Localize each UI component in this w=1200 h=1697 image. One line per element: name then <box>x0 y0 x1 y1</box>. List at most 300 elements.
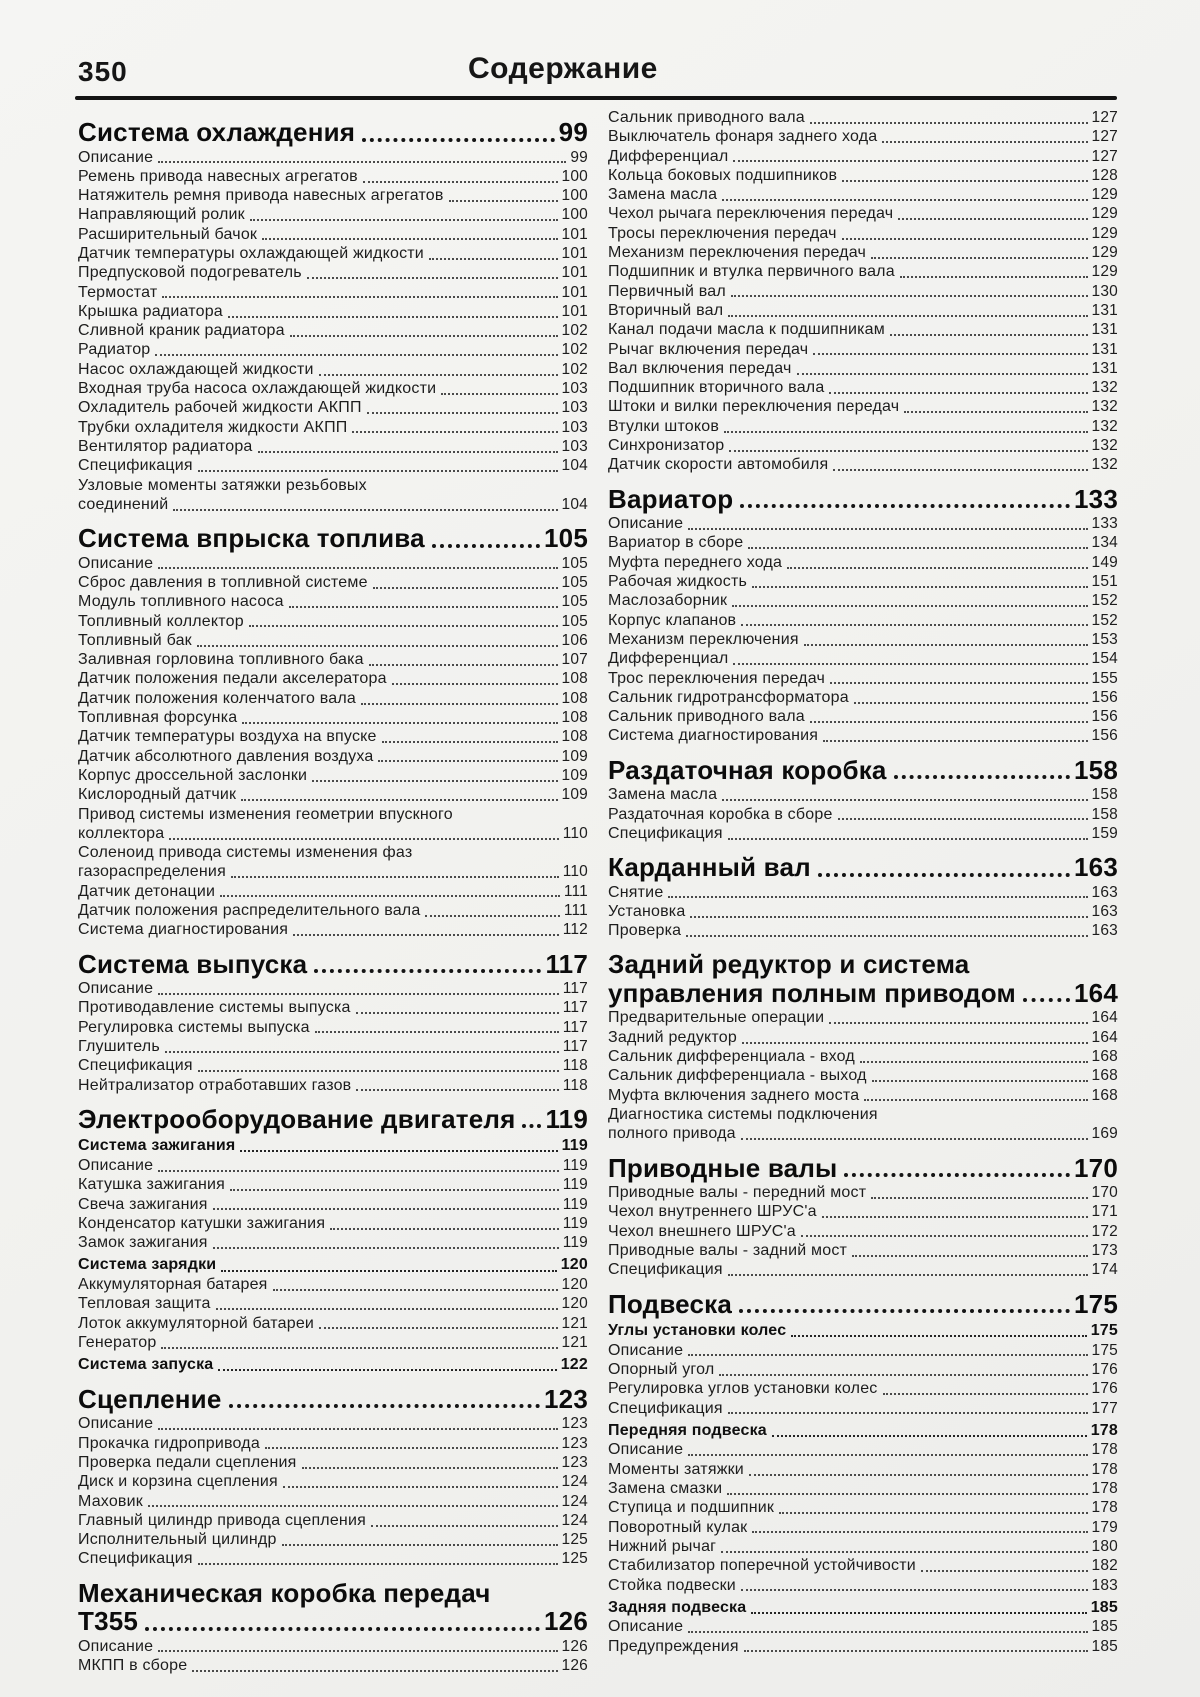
toc-entry-label: Чехол рычага переключения передач <box>608 205 894 223</box>
toc-leader-dots <box>688 1631 1087 1633</box>
toc-line <box>608 1105 1118 1124</box>
toc-leader-dots <box>197 645 558 647</box>
toc-section-header <box>608 485 1118 514</box>
toc-leader-dots <box>173 509 557 511</box>
toc-line <box>78 669 588 688</box>
toc-line <box>78 1233 588 1252</box>
toc-leader-dots <box>882 141 1087 143</box>
toc-page-number: 175 <box>1091 1341 1118 1359</box>
toc-line <box>608 979 1118 1008</box>
toc-page-number: 108 <box>561 728 588 746</box>
toc-entry <box>78 476 588 515</box>
toc-entry-label: Первичный вал <box>608 282 726 300</box>
toc-leader-dots <box>688 1354 1087 1356</box>
toc-page-number: 102 <box>561 360 588 378</box>
toc-leader-dots <box>293 934 559 936</box>
toc-entry-label: Свеча зажигания <box>78 1195 208 1213</box>
toc-line <box>78 950 588 979</box>
toc-entry-label: Датчик положения распределительного вала <box>78 901 421 919</box>
toc-entry <box>78 263 588 282</box>
toc-entry <box>78 1511 588 1530</box>
toc-leader-dots <box>733 663 1087 665</box>
toc-entry <box>608 824 1118 843</box>
toc-entry-label: Нейтрализатор отработавших газов <box>78 1076 352 1094</box>
toc-entry <box>78 418 588 437</box>
toc-page-number: 119 <box>561 1137 588 1155</box>
toc-page-number: 102 <box>561 322 588 340</box>
toc-page-number: 185 <box>1090 1598 1118 1616</box>
toc-section-header <box>78 1105 588 1134</box>
toc-entry <box>78 631 588 650</box>
toc-line <box>78 360 588 379</box>
toc-entry <box>78 1156 588 1175</box>
toc-entry <box>78 669 588 688</box>
toc-line <box>608 553 1118 572</box>
toc-leader-dots <box>449 200 558 202</box>
toc-entry-label: Спецификация <box>608 824 723 842</box>
toc-leader-dots <box>169 838 558 840</box>
toc-entry <box>608 688 1118 707</box>
page-number: 350 <box>78 56 128 87</box>
toc-page-number: 168 <box>1091 1086 1118 1104</box>
toc-leader-dots <box>373 587 558 589</box>
toc-leader-dots <box>319 374 558 376</box>
toc-page-number: 108 <box>561 689 588 707</box>
toc-leader-dots <box>241 799 557 801</box>
toc-entry <box>78 1195 588 1214</box>
toc-entry-label: Система диагностирования <box>608 727 819 745</box>
toc-page-number: 129 <box>1091 224 1118 242</box>
toc-line <box>608 436 1118 455</box>
toc-leader-dots <box>772 1435 1087 1437</box>
toc-entry-label: Сцепление <box>78 1383 222 1414</box>
toc-page-number: 120 <box>561 1276 588 1294</box>
toc-page-number: 180 <box>1091 1537 1118 1555</box>
toc-page-number: 103 <box>561 418 588 436</box>
toc-leader-dots <box>668 896 1087 898</box>
toc-line <box>78 1056 588 1075</box>
toc-page-number: 133 <box>1074 483 1118 514</box>
toc-page-number: 173 <box>1091 1241 1118 1259</box>
toc-page-number: 125 <box>561 1531 588 1549</box>
toc-line <box>608 359 1118 378</box>
toc-page-number: 111 <box>563 901 588 919</box>
toc-leader-dots <box>822 1216 1088 1218</box>
toc-entry-label: Диагностика системы подключения <box>608 1105 878 1123</box>
toc-entry <box>608 591 1118 610</box>
toc-line <box>608 127 1118 146</box>
toc-entry <box>608 921 1118 940</box>
toc-entry-label: Вал включения передач <box>608 359 792 377</box>
toc-line <box>608 1460 1118 1479</box>
toc-entry-label: Регулировка углов установки колес <box>608 1380 878 1398</box>
toc-leader-dots <box>371 1525 558 1527</box>
toc-page-number: 108 <box>561 709 588 727</box>
toc-line <box>78 148 588 167</box>
toc-entry <box>608 1576 1118 1595</box>
toc-line <box>78 1385 588 1414</box>
toc-line <box>78 1453 588 1472</box>
toc-line <box>78 862 588 881</box>
toc-entry <box>78 805 588 844</box>
toc-leader-dots <box>198 1563 558 1565</box>
toc-line <box>608 1008 1118 1027</box>
toc-leader-dots <box>273 1289 558 1291</box>
toc-line <box>608 243 1118 262</box>
toc-entry-label: Система выпуска <box>78 948 308 979</box>
toc-entry-label: Спецификация <box>78 1057 193 1075</box>
toc-entry-label: Задний редуктор <box>608 1028 737 1046</box>
toc-line <box>78 205 588 224</box>
toc-page-number: 178 <box>1091 1499 1118 1517</box>
toc-leader-dots <box>733 160 1087 162</box>
toc-entry <box>608 1360 1118 1379</box>
toc-entry-label: Генератор <box>78 1333 157 1351</box>
toc-entry <box>78 186 588 205</box>
toc-entry-label: Моменты затяжки <box>608 1460 744 1478</box>
toc-leader-dots <box>198 470 558 472</box>
toc-page-number: 104 <box>561 457 588 475</box>
toc-leader-dots <box>741 1589 1088 1591</box>
toc-page-number: 123 <box>561 1453 588 1471</box>
toc-line <box>608 108 1118 127</box>
toc-line <box>78 727 588 746</box>
toc-entry-label: Канал подачи масла к подшипникам <box>608 321 885 339</box>
page-title: Содержание <box>468 52 658 85</box>
toc-leader-dots <box>740 504 1070 508</box>
toc-page-number: 119 <box>562 1234 588 1252</box>
toc-entry <box>608 572 1118 591</box>
toc-line <box>78 1355 588 1375</box>
toc-line <box>78 1195 588 1214</box>
toc-leader-dots <box>688 1454 1087 1456</box>
toc-entry <box>78 882 588 901</box>
toc-page-number: 127 <box>1091 147 1118 165</box>
toc-page-number: 118 <box>562 1057 588 1075</box>
toc-entry-label: Дифференциал <box>608 650 729 668</box>
toc-leader-dots <box>728 1274 1088 1276</box>
toc-page-number: 121 <box>561 1314 588 1332</box>
toc-entry <box>608 1379 1118 1398</box>
toc-line <box>78 920 588 939</box>
toc-line <box>78 689 588 708</box>
toc-entry-label: Подвеска <box>608 1288 733 1319</box>
toc-entry-label: Корпус клапанов <box>608 611 737 629</box>
toc-leader-dots <box>842 238 1088 240</box>
toc-entry <box>78 1076 588 1095</box>
toc-page-number: 102 <box>561 341 588 359</box>
toc-entry <box>78 554 588 573</box>
toc-page-number: 178 <box>1090 1421 1118 1439</box>
toc-entry-label: Описание <box>608 515 684 533</box>
toc-line <box>78 843 588 862</box>
toc-entry <box>78 1175 588 1194</box>
toc-entry-label: Спецификация <box>608 1261 723 1279</box>
toc-page-number: 124 <box>561 1511 588 1529</box>
toc-entry-label: Система охлаждения <box>78 117 356 147</box>
toc-entry-label: Чехол внешнего ШРУС'а <box>608 1222 796 1240</box>
toc-page-number: 125 <box>561 1550 588 1568</box>
toc-entry <box>608 553 1118 572</box>
toc-page-number: 132 <box>1091 417 1118 435</box>
toc-leader-dots <box>315 1031 559 1033</box>
toc-entry-label: Подшипник вторичного вала <box>608 379 825 397</box>
toc-leader-dots <box>362 138 555 142</box>
toc-leader-dots <box>722 799 1087 801</box>
toc-entry-label: Противодавление системы выпуска <box>78 999 351 1017</box>
toc-page-number: 117 <box>562 1018 588 1036</box>
toc-entry <box>608 378 1118 397</box>
toc-entry <box>78 747 588 766</box>
toc-line <box>78 998 588 1017</box>
toc-page-number: 105 <box>561 573 588 591</box>
toc-leader-dots <box>158 993 558 995</box>
toc-page-number: 118 <box>562 1076 588 1094</box>
toc-page-number: 119 <box>562 1214 588 1232</box>
toc-page-number: 100 <box>561 167 588 185</box>
toc-page-number: 117 <box>545 948 588 979</box>
toc-entry <box>608 1617 1118 1636</box>
toc-entry <box>78 1472 588 1491</box>
toc-entry-label: Спецификация <box>608 1399 723 1417</box>
toc-line <box>608 224 1118 243</box>
toc-entry-label: Поворотный кулак <box>608 1518 748 1536</box>
toc-entry <box>78 650 588 669</box>
toc-line <box>608 1598 1118 1618</box>
toc-entry <box>78 1294 588 1313</box>
toc-leader-dots <box>724 431 1087 433</box>
toc-entry-label: Вторичный вал <box>608 301 724 319</box>
toc-line <box>608 1518 1118 1537</box>
toc-line <box>78 1434 588 1453</box>
toc-entry-label: Установка <box>608 902 686 920</box>
toc-entry-label: Стабилизатор поперечной устойчивости <box>608 1557 916 1575</box>
toc-entry-label: Приводные валы - задний мост <box>608 1241 848 1259</box>
toc-entry <box>608 1086 1118 1105</box>
toc-leader-dots <box>722 199 1087 201</box>
toc-line <box>78 592 588 611</box>
toc-entry <box>78 1018 588 1037</box>
toc-entry-label: Маслозаборник <box>608 592 728 610</box>
toc-line <box>608 824 1118 843</box>
toc-entry-label: Механизм переключения передач <box>608 244 866 262</box>
toc-entry-label: газораспределения <box>78 863 226 881</box>
toc-page-number: 164 <box>1074 977 1118 1008</box>
toc-leader-dots <box>833 469 1087 471</box>
toc-line <box>608 1341 1118 1360</box>
toc-line <box>608 204 1118 223</box>
toc-entry-label: Проверка педали сцепления <box>78 1453 297 1471</box>
toc-page-number: 109 <box>561 766 588 784</box>
toc-entry-label: Датчик положения коленчатого вала <box>78 689 356 707</box>
toc-page-number: 100 <box>561 206 588 224</box>
toc-entry <box>78 689 588 708</box>
toc-page-number: 123 <box>561 1434 588 1452</box>
toc-page-number: 119 <box>562 1176 588 1194</box>
toc-line <box>608 649 1118 668</box>
toc-entry-label: Корпус дроссельной заслонки <box>78 766 308 784</box>
toc-line <box>608 301 1118 320</box>
toc-entry <box>608 611 1118 630</box>
toc-line <box>78 1314 588 1333</box>
toc-leader-dots <box>240 1150 557 1152</box>
toc-line <box>608 1260 1118 1279</box>
toc-entry-label: Дифференциал <box>608 147 729 165</box>
toc-entry-label: Чехол внутреннего ШРУС'а <box>608 1203 817 1221</box>
toc-entry <box>78 843 588 882</box>
toc-entry <box>608 262 1118 281</box>
toc-leader-dots <box>265 1447 558 1449</box>
toc-entry-label: Датчик скорости автомобиля <box>608 456 829 474</box>
toc-line <box>78 398 588 417</box>
toc-line <box>608 950 1118 979</box>
toc-page-number: 129 <box>1091 263 1118 281</box>
toc-line <box>608 1222 1118 1241</box>
toc-entry <box>608 108 1118 127</box>
toc-page-number: 158 <box>1091 805 1118 823</box>
toc-leader-dots <box>352 431 557 433</box>
toc-page-number: 101 <box>561 302 588 320</box>
toc-entry <box>78 205 588 224</box>
toc-entry-label: Натяжитель ремня привода навесных агрегатов <box>78 187 444 205</box>
toc-leader-dots <box>852 1255 1087 1257</box>
toc-line <box>78 418 588 437</box>
toc-section-header <box>78 1385 588 1414</box>
toc-page-number: 105 <box>544 523 588 554</box>
toc-entry-label: Датчик абсолютного давления воздуха <box>78 747 374 765</box>
toc-entry-label: Узловые моменты затяжки резьбовых <box>78 476 367 494</box>
toc-line <box>78 1275 588 1294</box>
toc-leader-dots <box>801 1235 1088 1237</box>
toc-line <box>78 766 588 785</box>
toc-page-number: 178 <box>1091 1460 1118 1478</box>
toc-entry <box>608 883 1118 902</box>
toc-page-number: 127 <box>1091 128 1118 146</box>
toc-entry-label: Т355 <box>78 1606 139 1637</box>
toc-entry-label: Описание <box>78 554 154 572</box>
toc-entry <box>608 243 1118 262</box>
toc-leader-dots <box>155 354 557 356</box>
toc-leader-dots <box>787 567 1087 569</box>
toc-entry-label: Муфта переднего хода <box>608 553 783 571</box>
toc-page-number: 100 <box>561 187 588 205</box>
toc-entry-label: Лоток аккумуляторной батареи <box>78 1314 315 1332</box>
toc-line <box>78 1076 588 1095</box>
toc-page-number: 127 <box>1091 109 1118 126</box>
toc-line <box>608 1440 1118 1459</box>
toc-page-number: 126 <box>561 1637 588 1655</box>
toc-line <box>78 901 588 920</box>
toc-leader-dots <box>429 258 558 260</box>
toc-leader-dots <box>838 818 1088 820</box>
toc-entry <box>78 1275 588 1294</box>
toc-page-number: 164 <box>1091 1028 1118 1046</box>
toc-page-number: 169 <box>1091 1125 1118 1143</box>
toc-line <box>78 244 588 263</box>
toc-line <box>78 118 588 147</box>
toc-line <box>608 1399 1118 1418</box>
toc-leader-dots <box>250 219 558 221</box>
toc-entry-label: Тросы переключения передач <box>608 224 837 242</box>
toc-line <box>78 708 588 727</box>
toc-section-header <box>78 118 588 147</box>
toc-page-number: 119 <box>545 1103 588 1134</box>
toc-line <box>608 455 1118 474</box>
toc-page-number: 101 <box>561 225 588 243</box>
toc-entry-label: Расширительный бачок <box>78 225 258 243</box>
toc-entry <box>608 1518 1118 1537</box>
toc-leader-dots <box>823 740 1087 742</box>
toc-entry <box>608 1047 1118 1066</box>
toc-page-number: 123 <box>544 1383 588 1414</box>
toc-line <box>608 1537 1118 1556</box>
toc-line <box>78 631 588 650</box>
toc-entry <box>608 1341 1118 1360</box>
toc-line <box>608 533 1118 552</box>
toc-leader-dots <box>744 1650 1088 1652</box>
toc-leader-dots <box>797 373 1088 375</box>
toc-page-number: 107 <box>561 651 588 669</box>
toc-line <box>78 340 588 359</box>
toc-leader-dots <box>883 1393 1088 1395</box>
toc-leader-dots <box>1023 998 1070 1002</box>
toc-leader-dots <box>721 1551 1087 1553</box>
toc-entry <box>78 1037 588 1056</box>
toc-entry <box>608 436 1118 455</box>
toc-leader-dots <box>242 722 557 724</box>
toc-leader-dots <box>729 450 1087 452</box>
toc-entry-label: Соленоид привода системы изменения фаз <box>78 844 413 862</box>
toc-page-number: 178 <box>1091 1441 1118 1459</box>
toc-entry <box>78 573 588 592</box>
toc-entry-label: Описание <box>78 1637 154 1655</box>
toc-entry-label: Углы установки колес <box>608 1322 787 1340</box>
toc-page-number: 132 <box>1091 379 1118 397</box>
toc-section-header <box>78 950 588 979</box>
toc-line <box>608 572 1118 591</box>
toc-entry <box>608 1479 1118 1498</box>
toc-leader-dots <box>356 1012 559 1014</box>
toc-entry <box>608 301 1118 320</box>
toc-line <box>78 1414 588 1433</box>
toc-entry <box>608 185 1118 204</box>
toc-line <box>608 1498 1118 1517</box>
toc-entry-label: Крышка радиатора <box>78 302 223 320</box>
toc-line <box>608 340 1118 359</box>
toc-line <box>608 669 1118 688</box>
toc-entry <box>608 340 1118 359</box>
toc-leader-dots <box>791 1335 1086 1337</box>
toc-leader-dots <box>732 605 1087 607</box>
toc-leader-dots <box>842 180 1087 182</box>
toc-line <box>78 1018 588 1037</box>
toc-line <box>608 805 1118 824</box>
toc-line <box>608 320 1118 339</box>
toc-line <box>608 417 1118 436</box>
toc-entry-label: Замена смазки <box>608 1480 723 1498</box>
toc-section-header <box>78 1579 588 1636</box>
toc-line <box>608 883 1118 902</box>
toc-line <box>608 1028 1118 1047</box>
toc-section-header <box>608 950 1118 1007</box>
toc-line <box>608 1576 1118 1595</box>
toc-entry <box>608 147 1118 166</box>
toc-page-number: 132 <box>1091 437 1118 455</box>
toc-entry-label: Система диагностирования <box>78 921 289 939</box>
toc-entry-label: Конденсатор катушки зажигания <box>78 1214 326 1232</box>
toc-leader-dots <box>314 969 541 973</box>
toc-entry <box>608 514 1118 533</box>
